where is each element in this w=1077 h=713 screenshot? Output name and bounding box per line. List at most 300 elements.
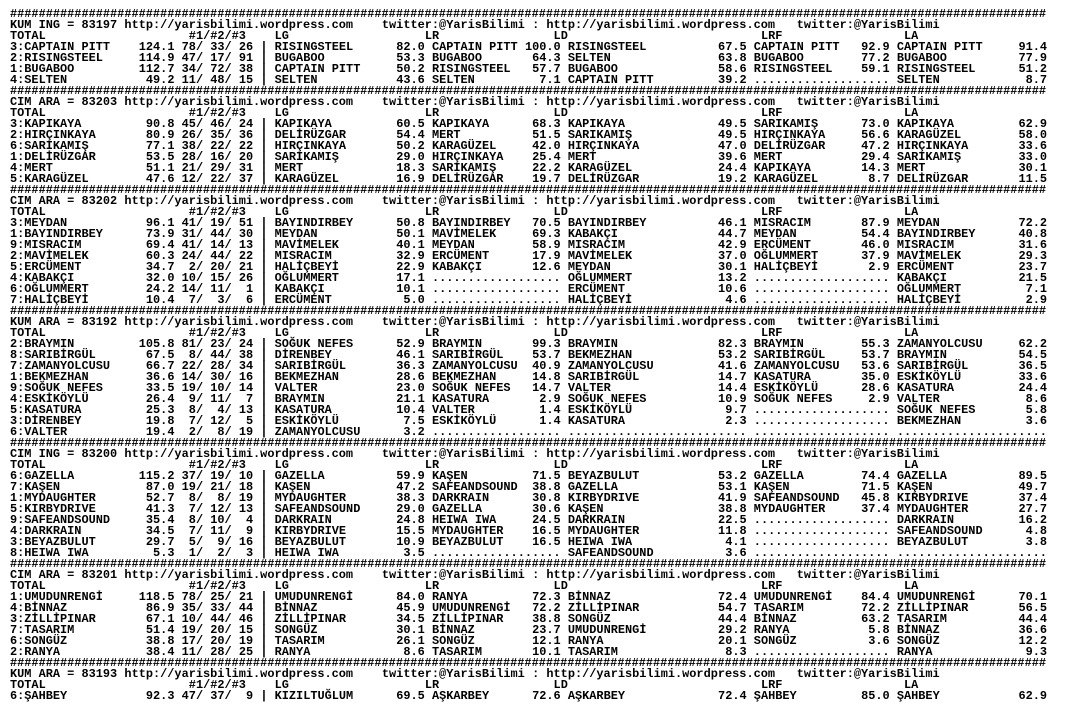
pick-count: 12 (210, 414, 225, 428)
la-value: 89.5 (1018, 469, 1048, 483)
pick-count: 19 (181, 480, 196, 494)
pick-count: 48 (210, 73, 225, 87)
lr-value: 72.2 (532, 601, 561, 615)
lg-horse: BAYINDIRBEY (274, 216, 354, 230)
lr-value: 10.1 (532, 645, 561, 659)
la-value: 62.9 (1018, 689, 1048, 703)
separator: ################################################################################################################################################# (10, 304, 1047, 318)
horse-name: 4:KABAKÇI (10, 271, 75, 285)
lrf-horse: KAPIKAYA (753, 161, 811, 175)
lrf-horse: SONGÜZ (753, 634, 797, 648)
lr-horse: BEYAZBULUT (431, 535, 504, 549)
pick-count: 26 (238, 271, 254, 285)
lr-empty-dots: .................. (431, 271, 561, 285)
column-header-la: LA (904, 106, 919, 120)
pick-count: 13 (238, 502, 254, 516)
pick-count: 35 (210, 128, 225, 142)
ld-horse: BAYINDIRBEY (567, 216, 647, 230)
site-url: http://yarisbilimi.wordpress.com (546, 194, 776, 208)
pick-count: 20 (210, 623, 225, 637)
site-url: http://yarisbilimi.wordpress.com (124, 95, 354, 109)
lrf-value: 63.2 (861, 612, 890, 626)
lr-value: 12.6 (532, 260, 561, 274)
lrf-horse: ZAMANYOLCUSU (753, 359, 840, 373)
lg-value: 22.9 (396, 260, 425, 274)
total-score: 10.4 (145, 293, 175, 307)
pick-count: 9 (188, 392, 196, 406)
pick-count: 8 (188, 403, 196, 417)
lg-horse: SELTEN (274, 73, 318, 87)
la-horse: ŞAHBEY (896, 689, 940, 703)
ld-horse: GAZELLA (567, 480, 618, 494)
la-value: 5.8 (1025, 403, 1048, 417)
total-score: 77.1 (145, 139, 175, 153)
lg-value: 50.1 (396, 227, 425, 241)
separator: ################################################################################################################################################# (10, 656, 1047, 670)
column-header-total: TOTAL (10, 205, 46, 219)
column-header-picks: #1/#2/#3 (188, 678, 246, 692)
pick-count: 30 (238, 227, 254, 241)
lrf-horse: BUGABOO (753, 51, 804, 65)
total-score: 96.1 (145, 216, 175, 230)
lr-value: 30.8 (532, 491, 561, 505)
lg-value: 3.5 (403, 546, 425, 560)
lr-value: 69.3 (532, 227, 561, 241)
lg-horse: VALTER (274, 381, 318, 395)
column-header-lr: LR (424, 326, 440, 340)
lg-value: 17.1 (396, 271, 425, 285)
la-value: 36.6 (1018, 623, 1048, 637)
la-horse: DARKRAIN (896, 513, 955, 527)
ld-value: 14.7 (718, 370, 747, 384)
la-horse: SOĞUK NEFES (896, 403, 976, 417)
lrf-empty-dots: ................... (753, 293, 890, 307)
ld-value: 41.6 (718, 359, 747, 373)
lrf-value: 3.6 (868, 634, 890, 648)
lr-horse: SAFEANDSOUND (431, 480, 518, 494)
ld-value: 4.6 (725, 293, 747, 307)
lr-value: 38.8 (532, 480, 561, 494)
la-value: 37.4 (1018, 491, 1048, 505)
la-value: 44.4 (1018, 612, 1048, 626)
column-header-total: TOTAL (10, 458, 46, 472)
lrf-horse: ŞAHBEY (753, 689, 797, 703)
pick-count: 30 (210, 370, 225, 384)
twitter-handle: twitter:@YarisBilimi (381, 194, 525, 208)
lrf-value: 45.8 (861, 491, 890, 505)
pick-count: 7 (188, 502, 196, 516)
pick-count: 19 (181, 381, 196, 395)
lr-horse: MERT (431, 128, 461, 142)
la-empty-dots: ..................... (896, 425, 1047, 439)
column-header-la: LA (904, 579, 919, 593)
la-value: 7.1 (1025, 282, 1048, 296)
horse-name: 6:SARIKAMIŞ (10, 139, 89, 153)
pick-count: 3 (217, 293, 225, 307)
ld-value: 13.2 (718, 271, 747, 285)
horse-name: 5:KASATURA (10, 403, 82, 417)
ld-value: 54.7 (718, 601, 747, 615)
ld-value: 44.7 (718, 227, 747, 241)
lg-horse: BUGABOO (274, 51, 325, 65)
column-header-lr: LR (424, 579, 440, 593)
pick-count: 41 (181, 238, 196, 252)
lg-value: 30.1 (396, 623, 425, 637)
la-horse: DELİRÜZGAR (896, 172, 969, 186)
ld-horse: KAPIKAYA (567, 117, 626, 131)
pick-count: 31 (238, 161, 254, 175)
pick-count: 19 (238, 491, 254, 505)
la-value: 91.4 (1018, 40, 1048, 54)
lg-horse: ZAMANYOLCUSU (274, 425, 361, 439)
pick-count: 14 (238, 381, 254, 395)
la-horse: KAPIKAYA (896, 117, 955, 131)
pick-count: 11 (181, 73, 196, 87)
pick-count: 46 (210, 117, 225, 131)
pick-count: 13 (238, 403, 254, 417)
la-horse: TASARIM (896, 612, 947, 626)
total-score: 25.3 (145, 403, 175, 417)
pick-count: 7 (246, 392, 254, 406)
twitter-handle: twitter:@YarisBilimi (796, 568, 940, 582)
pick-count: 21 (181, 161, 196, 175)
pick-count: 7 (188, 293, 196, 307)
lg-value: 26.1 (396, 634, 425, 648)
lr-horse: DARKRAIN (431, 491, 490, 505)
lg-horse: SARIKAMIŞ (274, 150, 339, 164)
total-score: 114.9 (138, 51, 175, 65)
lr-value: 14.8 (532, 370, 561, 384)
lr-horse: BRAYMIN (431, 337, 482, 351)
lr-value: 14.7 (532, 381, 561, 395)
colon: : (532, 667, 540, 681)
race-title: CIM ARA = 83201 (10, 568, 118, 582)
lr-value: 24.5 (532, 513, 561, 527)
lg-horse: HALİÇBEYİ (274, 260, 339, 274)
colon: : (532, 95, 540, 109)
lg-horse: KARAGÜZEL (274, 172, 339, 186)
lr-horse: ZİLLİPINAR (431, 612, 504, 626)
column-header-ld: LD (553, 205, 568, 219)
lr-horse: UMUDUNRENGİ (431, 601, 511, 615)
pick-count: 24 (238, 117, 254, 131)
la-value: 36.5 (1018, 359, 1048, 373)
lr-horse: MAVİMELEK (431, 227, 497, 241)
pick-count: 15 (238, 623, 254, 637)
pick-count: 22 (181, 359, 196, 373)
ld-empty-dots: ......................... (567, 425, 747, 439)
lrf-value: 14.3 (861, 161, 890, 175)
lrf-value: 77.2 (861, 51, 890, 65)
lrf-value: 46.0 (861, 238, 890, 252)
la-horse: MAVİMELEK (896, 249, 962, 263)
total-score: 73.9 (145, 227, 175, 241)
ld-horse: KARAGÜZEL (567, 161, 633, 175)
lrf-horse: MISRACIM (753, 216, 811, 230)
lrf-value: 84.4 (861, 590, 890, 604)
ld-horse: MYDAUGHTER (567, 524, 640, 538)
colon: : (532, 568, 540, 582)
column-header-ld: LD (553, 29, 568, 43)
total-score: 115.2 (138, 469, 175, 483)
pick-count: 2 (188, 425, 196, 439)
lg-horse: SOĞUK NEFES (274, 337, 354, 351)
lrf-value: 72.2 (861, 601, 890, 615)
column-header-lr: LR (424, 458, 440, 472)
la-horse: BEKMEZHAN (896, 414, 962, 428)
la-value: 3.6 (1025, 414, 1048, 428)
lrf-horse: SARIKAMIŞ (753, 117, 819, 131)
ld-horse: HEIWA IWA (567, 535, 633, 549)
column-header-picks: #1/#2/#3 (188, 106, 246, 120)
la-value: 12.2 (1018, 634, 1048, 648)
lrf-horse: CAPTAIN PITT (753, 40, 840, 54)
column-header-la: LA (904, 205, 919, 219)
column-header-total: TOTAL (10, 579, 46, 593)
ld-value: 39.6 (718, 150, 747, 164)
total-score: 51.1 (145, 161, 175, 175)
lg-value: 15.5 (396, 524, 425, 538)
lg-horse: HEIWA IWA (274, 546, 339, 560)
site-url: http://yarisbilimi.wordpress.com (546, 568, 776, 582)
horse-name: 8:SARIBİRGÜL (10, 348, 96, 362)
column-header-lrf: LRF (760, 106, 783, 120)
lr-value: 42.0 (532, 139, 561, 153)
lg-horse: BRAYMIN (274, 392, 325, 406)
slash (196, 691, 203, 702)
pick-count: 18 (238, 480, 254, 494)
lg-horse: MAVİMELEK (274, 238, 339, 252)
lg-value: 34.5 (396, 612, 425, 626)
pick-count: 44 (210, 227, 225, 241)
horse-name: 1:MYDAUGHTER (10, 491, 96, 505)
la-horse: ZAMANYOLCUSU (896, 337, 983, 351)
column-header-lrf: LRF (760, 29, 783, 43)
pick-count: 8 (217, 425, 225, 439)
total-score: 51.4 (145, 623, 175, 637)
total-score: 49.2 (145, 73, 175, 87)
la-horse: BAYINDIRBEY (896, 227, 976, 241)
horse-name: 7:KAŞEN (10, 480, 61, 494)
lg-horse: ZİLLİPINAR (274, 612, 347, 626)
pick-count: 8 (188, 491, 196, 505)
lrf-value: 92.9 (861, 40, 890, 54)
total-score: 32.0 (145, 271, 175, 285)
lg-horse: TASARIM (274, 634, 325, 648)
ld-horse: SONGÜZ (567, 612, 611, 626)
total-score: 112.7 (138, 62, 175, 76)
divider (260, 691, 267, 702)
lr-horse: GAZELLA (431, 502, 482, 516)
la-value: 72.2 (1018, 216, 1048, 230)
pick-count: 13 (238, 238, 254, 252)
la-value: 40.8 (1018, 227, 1048, 241)
total-score: 19.4 (145, 425, 175, 439)
lrf-value: 2.9 (868, 392, 890, 406)
lg-horse: MISRACIM (274, 249, 332, 263)
column-header-lr: LR (424, 205, 440, 219)
horse-name: 1:UMUDUNRENGİ (10, 590, 103, 604)
la-value: 49.7 (1018, 480, 1048, 494)
lg-horse: DİRENBEY (274, 348, 332, 362)
column-header-lr: LR (424, 678, 440, 692)
total-score: 5.3 (153, 546, 175, 560)
lg-horse: SARIBİRGÜL (274, 359, 347, 373)
column-header-ld: LD (553, 326, 568, 340)
pick-count: 12 (181, 172, 196, 186)
lg-value: 60.5 (396, 117, 425, 131)
lr-value: 100.0 (524, 40, 561, 54)
lr-horse: RANYA (431, 590, 468, 604)
lg-value: 10.4 (396, 403, 425, 417)
ld-horse: DELİRÜZGAR (567, 172, 640, 186)
pick-count: 51 (238, 216, 254, 230)
la-value: 9.3 (1025, 645, 1048, 659)
la-horse: RISINGSTEEL (896, 62, 976, 76)
la-horse: HALİÇBEYİ (896, 293, 962, 307)
column-header-picks: #1/#2/#3 (188, 29, 246, 43)
horse-name: 9:SAFEANDSOUND (10, 513, 111, 527)
lg-value: 82.0 (396, 40, 425, 54)
ld-horse: SOĞUK NEFES (567, 392, 647, 406)
pick-count: 31 (181, 227, 196, 241)
lg-value: 50.2 (396, 139, 425, 153)
lr-value: 40.9 (532, 359, 561, 373)
lr-horse: SELTEN (431, 73, 475, 87)
ld-value: 24.4 (718, 161, 747, 175)
separator: ################################################################################################################################################# (10, 7, 1047, 21)
ld-horse: VALTER (567, 381, 611, 395)
lg-value: 50.8 (396, 216, 425, 230)
ld-value: 10.9 (718, 392, 747, 406)
lg-horse: ESKİKÖYLÜ (274, 414, 339, 428)
ld-value: 19.2 (718, 172, 747, 186)
lrf-value: 5.8 (868, 623, 890, 637)
pick-count: 12 (210, 502, 225, 516)
pick-count: 9 (217, 535, 225, 549)
lrf-value: 59.1 (861, 62, 890, 76)
lrf-horse: MEYDAN (753, 227, 797, 241)
ld-horse: ZAMANYOLCUSU (567, 359, 654, 373)
race-title: CIM ARA = 83203 (10, 95, 118, 109)
lg-value: 54.4 (396, 128, 425, 142)
ld-horse: CAPTAIN PITT (567, 73, 654, 87)
pick-count: 44 (238, 601, 254, 615)
lrf-empty-dots: ................... (753, 73, 890, 87)
ld-horse: HIRÇINKAYA (567, 139, 640, 153)
lrf-empty-dots: ................... (753, 414, 890, 428)
total-score: 34.5 (145, 524, 175, 538)
pick-count: 16 (238, 370, 254, 384)
pick-count: 37 (238, 172, 254, 186)
horse-name: 4:ESKİKÖYLÜ (10, 392, 89, 406)
lrf-horse: SAFEANDSOUND (753, 491, 840, 505)
pick-count: 21 (210, 480, 225, 494)
twitter-handle: twitter:@YarisBilimi (796, 667, 940, 681)
twitter-handle: twitter:@YarisBilimi (796, 18, 940, 32)
ld-value: 22.5 (718, 513, 747, 527)
lg-value: 29.0 (396, 150, 425, 164)
la-horse: SONGÜZ (896, 634, 940, 648)
lr-value: 16.5 (532, 535, 561, 549)
twitter-handle: twitter:@YarisBilimi (796, 315, 940, 329)
horse-name: 3:ZİLLİPINAR (10, 612, 96, 626)
lrf-empty-dots: ................... (753, 513, 890, 527)
ld-horse: SELTEN (567, 51, 611, 65)
pick-count: 37 (181, 469, 196, 483)
la-horse: BİNNAZ (896, 623, 940, 637)
lrf-horse: SARIBİRGÜL (753, 348, 826, 362)
lr-horse: HIRÇINKAYA (431, 150, 504, 164)
la-value: 54.5 (1018, 348, 1048, 362)
la-horse: RANYA (896, 645, 933, 659)
column-header-la: LA (904, 326, 919, 340)
column-header-ld: LD (553, 106, 568, 120)
la-horse: SARIBİRGÜL (896, 359, 969, 373)
ld-horse: AŞKARBEY (567, 689, 626, 703)
ld-horse: SARIBİRGÜL (567, 370, 640, 384)
lg-horse: DARKRAIN (274, 513, 332, 527)
pick-count: 44 (210, 249, 225, 263)
horse-name: 2:MAVİMELEK (10, 249, 89, 263)
lr-horse: SOĞUK NEFES (431, 381, 511, 395)
lrf-horse: HALİÇBEYİ (753, 260, 819, 274)
lrf-value: 37.4 (861, 502, 890, 516)
lg-horse: KAŞEN (274, 480, 311, 494)
lrf-empty-dots: ................... (753, 524, 890, 538)
lg-value: 18.3 (396, 161, 425, 175)
lg-horse: KABAKÇI (274, 282, 325, 296)
lrf-horse: OĞLUMMERT (753, 249, 819, 263)
lg-value: 59.9 (396, 469, 425, 483)
horse-name: 3:DİRENBEY (10, 414, 82, 428)
lr-value: 1.4 (539, 414, 561, 428)
lr-empty-dots: .................. (431, 425, 561, 439)
lg-horse: ERCÜMENT (274, 293, 332, 307)
lg-value: 23.0 (396, 381, 425, 395)
horse-name: 7:TASARIM (10, 623, 75, 637)
lrf-horse: BRAYMIN (753, 337, 804, 351)
ld-horse: SARIKAMIŞ (567, 128, 633, 142)
lr-horse: BEKMEZHAN (431, 370, 497, 384)
column-header-la: LA (904, 29, 919, 43)
pick-count: 22 (210, 139, 225, 153)
ld-value: 9.7 (725, 403, 747, 417)
la-horse: MERT (896, 161, 926, 175)
horse-name: 6:OĞLUMMERT (10, 282, 89, 296)
ld-horse: KASATURA (567, 414, 626, 428)
la-horse: KARAGÜZEL (896, 128, 962, 142)
race-title: KUM ING = 83197 (10, 18, 118, 32)
lr-horse: BAYINDIRBEY (431, 216, 511, 230)
la-horse: VALTER (896, 392, 940, 406)
ld-value: 49.5 (718, 128, 747, 142)
lrf-horse: ERCÜMENT (753, 238, 811, 252)
lrf-value: 29.4 (861, 150, 890, 164)
ld-horse: TASARIM (567, 645, 618, 659)
pick-count: 2 (217, 546, 225, 560)
lrf-horse: KASATURA (753, 370, 811, 384)
total-score: 105.8 (138, 337, 175, 351)
lg-value: 36.3 (396, 359, 425, 373)
ld-horse: UMUDUNRENGİ (567, 623, 647, 637)
lr-value: 58.9 (532, 238, 561, 252)
lrf-horse: HIRÇINKAYA (753, 128, 826, 142)
la-value: 62.9 (1018, 117, 1048, 131)
pick-count: 10 (238, 469, 254, 483)
ld-horse: BEYAZBULUT (567, 469, 640, 483)
pick-count: 19 (238, 634, 254, 648)
